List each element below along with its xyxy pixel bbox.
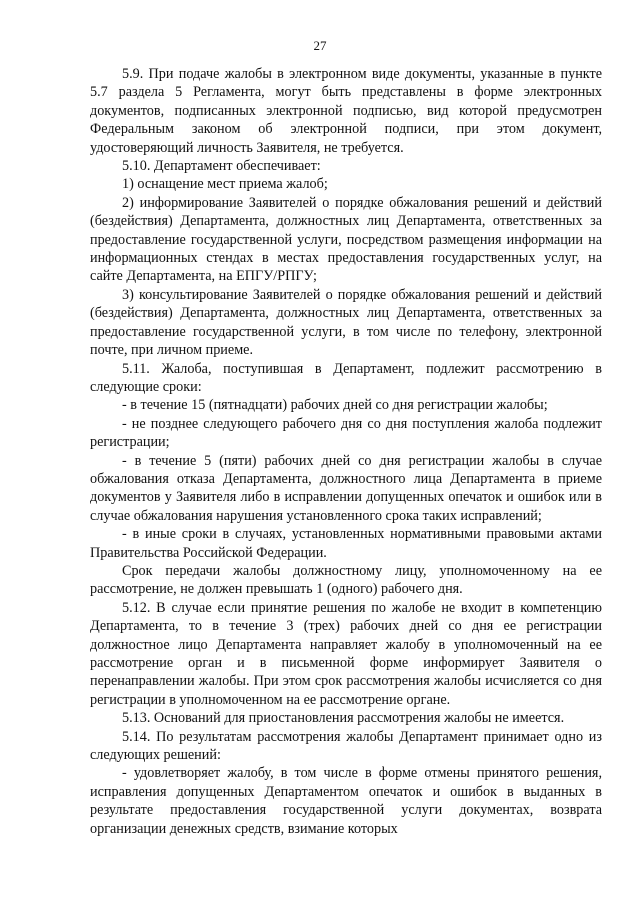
page-number: 27 bbox=[313, 38, 327, 53]
paragraph-5-11: 5.11. Жалоба, поступившая в Департамент, подлежит рассмотрению в следующие сроки: bbox=[90, 360, 602, 395]
paragraph-5-13: 5.13. Оснований для приостановления рассмотрения жалобы не имеется. bbox=[122, 710, 565, 727]
decision-item-satisfy: - удовлетворяет жалобу, в том числе в форме отмены принятого решения, исправления допущенных Департаментом опечаток и ошибок в выданных в результате предоставления государственной услуги документах, возврата организации денежных средств, взимание которых bbox=[90, 765, 602, 837]
deadline-item-15-days: - в течение 15 (пятнадцати) рабочих дней со дня регистрации жалобы; bbox=[122, 397, 548, 414]
list-item-2: 2) информирование Заявителей о порядке обжалования решений и действий (бездействия) Департамента, должностных лиц Департамента, ответственных за предоставление государственной услуги, посредством размещения информации на информационных стендах в местах предоставления государственных услуг, на сайте Департамента, на ЕПГУ/РПГУ; bbox=[90, 194, 602, 285]
list-item-3: 3) консультирование Заявителей о порядке обжалования решений и действий (бездействия) Департамента, должностных лиц Департамента, ответственных за предоставление государственной услуги, в том числе по телефону, электронной почте, при личном приеме. bbox=[90, 286, 602, 359]
deadline-item-next-day: - не позднее следующего рабочего дня со дня поступления жалоба подлежит регистрации; bbox=[90, 415, 602, 451]
deadline-item-5-days: - в течение 5 (пяти) рабочих дней со дня регистрации жалобы в случае обжалования отказа Департамента, должностного лица Департамента в приеме документов у Заявителя либо в исправлении допущенных опечаток и ошибок или в случае обжалования нарушения установленного срока таких исправлений; bbox=[90, 452, 602, 524]
paragraph-5-10: 5.10. Департамент обеспечивает: bbox=[122, 158, 321, 175]
deadline-item-other: - в иные сроки в случаях, установленных нормативными правовыми актами Правительства Российской Федерации. bbox=[90, 526, 602, 561]
transfer-deadline-paragraph: Срок передачи жалобы должностному лицу, уполномоченному на ее рассмотрение, не должен превышать 1 (одного) рабочего дня. bbox=[90, 562, 602, 598]
list-item-1: 1) оснащение мест приема жалоб; bbox=[122, 176, 328, 193]
paragraph-5-12: 5.12. В случае если принятие решения по жалобе не входит в компетенцию Департамента, то в течение 3 (трех) рабочих дней со дня ее регистрации должностное лицо Департамента направляет жалобу в уполномоченный на ее рассмотрение орган и в письменной форме информирует Заявителя о перенаправлении жалобы. При этом срок рассмотрения жалобы исчисляется со дня регистрации в уполномоченном на ее рассмотрение органе. bbox=[90, 599, 602, 708]
paragraph-5-9: 5.9. При подаче жалобы в электронном виде документы, указанные в пункте 5.7 раздела 5 Регламента, могут быть представлены в форме электронных документов, подписанных электронной подписью, вид которой предусмотрен Федеральным законом об электронной подписи, при этом документ, удостоверяющий личность Заявителя, не требуется. bbox=[90, 66, 602, 156]
document-body bbox=[90, 65, 602, 838]
paragraph-5-14: 5.14. По результатам рассмотрения жалобы Департамент принимает одно из следующих решений: bbox=[90, 728, 602, 764]
